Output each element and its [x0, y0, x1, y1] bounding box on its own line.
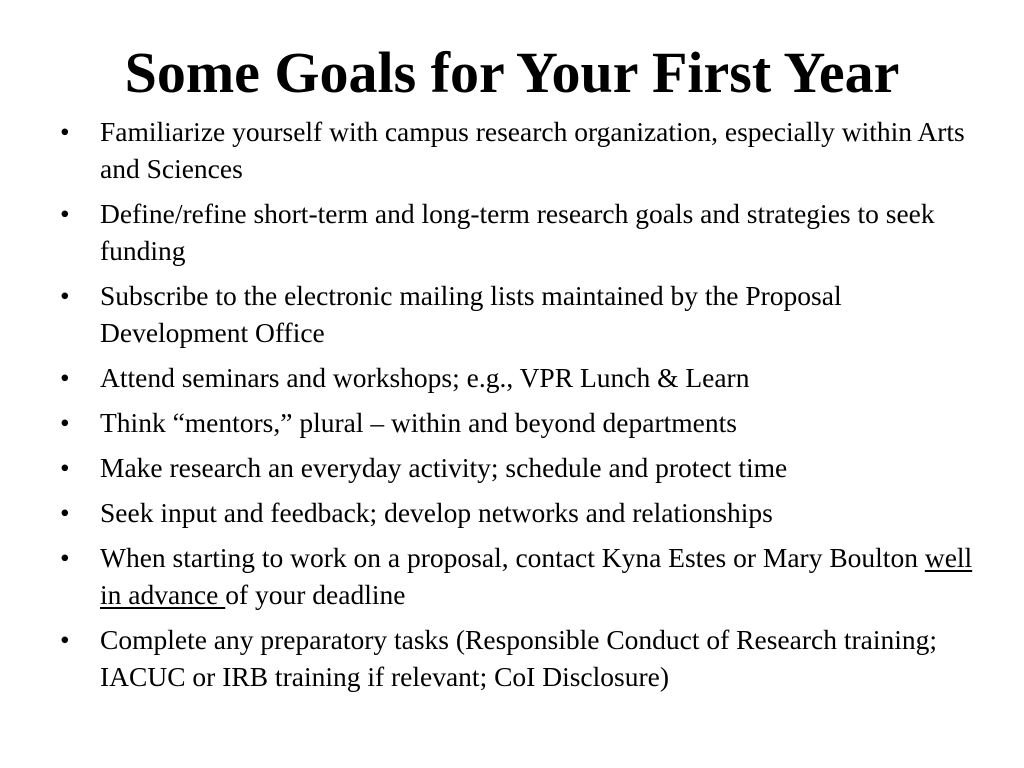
bullet-icon: •	[60, 362, 70, 393]
bullet-icon: •	[60, 198, 70, 229]
list-item-text: Seek input and feedback; develop networks and relationships	[100, 497, 773, 528]
list-item-text: Make research an everyday activity; schedule and protect time	[100, 452, 788, 483]
bullet-icon: •	[60, 542, 70, 573]
list-item-text-pre: When starting to work on a proposal, contact Kyna Estes or Mary Boulton	[100, 542, 925, 573]
bullet-icon: •	[60, 407, 70, 438]
list-item	[56, 494, 976, 531]
list-item-text: Attend seminars and workshops; e.g., VPR Lunch & Learn	[100, 362, 750, 393]
list-item-text: Subscribe to the electronic mailing lists maintained by the Proposal Development Office	[100, 280, 842, 348]
list-item	[56, 539, 976, 613]
list-item	[56, 621, 976, 695]
list-item	[56, 359, 976, 396]
list-item-text: Define/refine short-term and long-term research goals and strategies to seek funding	[100, 198, 935, 266]
list-item	[56, 277, 976, 351]
list-item-text	[100, 542, 972, 610]
list-item	[56, 113, 976, 187]
list-item	[56, 449, 976, 486]
list-item	[56, 195, 976, 269]
bullet-icon: •	[60, 497, 70, 528]
list-item-text: Familiarize yourself with campus research organization, especially within Arts and Sciences	[100, 116, 965, 184]
bullet-icon: •	[60, 452, 70, 483]
slide-title: Some Goals for Your First Year	[124, 40, 900, 105]
bullet-list	[56, 113, 976, 703]
list-item-text-post: of your deadline	[225, 579, 406, 610]
bullet-icon: •	[60, 624, 70, 655]
list-item-text: Complete any preparatory tasks (Responsible Conduct of Research training; IACUC or IRB training if relevant; CoI Disclosure)	[100, 624, 938, 692]
list-item-text: Think “mentors,” plural – within and beyond departments	[100, 407, 737, 438]
underlined-emphasis: well in advance	[100, 542, 973, 610]
bullet-icon: •	[60, 116, 70, 147]
bullet-icon: •	[60, 280, 70, 311]
list-item	[56, 404, 976, 441]
